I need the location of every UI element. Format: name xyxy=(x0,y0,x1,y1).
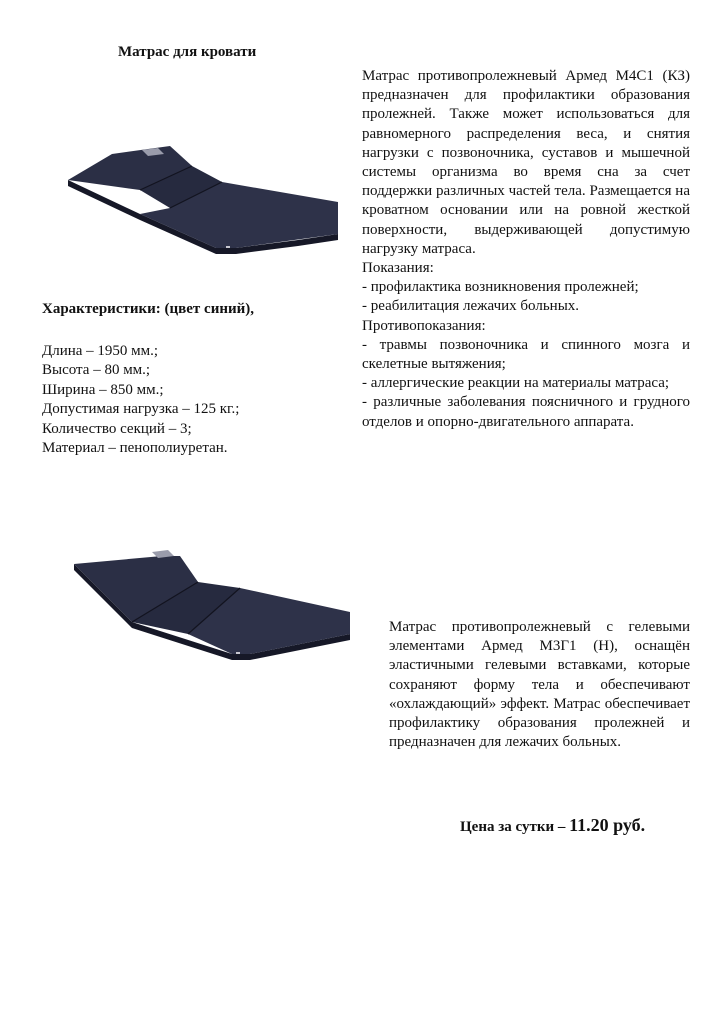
mattress-illustration-1 xyxy=(66,136,341,254)
price-value: 11.20 руб. xyxy=(569,815,646,835)
mattress-image-1 xyxy=(66,136,341,254)
contraindication-item: - аллергические реакции на материалы матраса; xyxy=(362,375,670,392)
contraindication-item: - травмы позвоночника и спинного мозга и скелетные вытяжения; xyxy=(362,336,690,373)
characteristics-title: Характеристики: (цвет синий), xyxy=(42,301,255,317)
spec-item: Допустимая нагрузка – 125 кг.; xyxy=(42,401,240,418)
indication-item: - реабилитация лежачих больных. xyxy=(362,298,580,315)
page-title: Матрас для кровати xyxy=(118,44,257,60)
indications-title: Показания: xyxy=(362,260,434,277)
price-label: Цена за сутки – xyxy=(460,819,566,835)
indication-item: - профилактика возникновения пролежней; xyxy=(362,279,639,296)
mattress-image-2 xyxy=(72,548,354,666)
spec-item: Высота – 80 мм.; xyxy=(42,362,151,379)
spec-item: Ширина – 850 мм.; xyxy=(42,381,164,398)
contraindications-title: Противопоказания: xyxy=(362,317,486,334)
product-1-description: Матрас противопролежневый Армед М4С1 (КЗ) предназначен для профилактики образования пролежней. Также может использоваться для равномерного распределения веса, и снятия нагрузки с позвоночника, суставов и мышечной системы организма во время сна за счет поддержки различных частей тела. Размещается на кроватном основании или на ровной жесткой поверхности, выдерживающей допустимую нагрузку матраса. xyxy=(362,68,690,257)
price-line xyxy=(460,815,645,836)
spec-item: Материал – пенополиуретан. xyxy=(42,440,228,457)
product-2-description: Матрас противопролежневый с гелевыми элементами Армед М3Г1 (Н), оснащён эластичными гелевыми вставками, которые сохраняют форму тела и обеспечивают «охлаждающий» эффект. Матрас обеспечивает профилактику образования пролежней и предназначен для лежачих больных. xyxy=(389,619,690,751)
characteristics-list xyxy=(42,342,239,458)
spec-item: Длина – 1950 мм.; xyxy=(42,343,159,359)
contraindication-item: - различные заболевания поясничного и грудного отделов и опорно-двигательного аппарата. xyxy=(362,394,690,430)
mattress-illustration-2 xyxy=(72,548,354,666)
product-2-description-block xyxy=(389,618,690,752)
spec-item: Количество секций – 3; xyxy=(42,420,192,437)
product-1-description-block xyxy=(362,67,690,432)
